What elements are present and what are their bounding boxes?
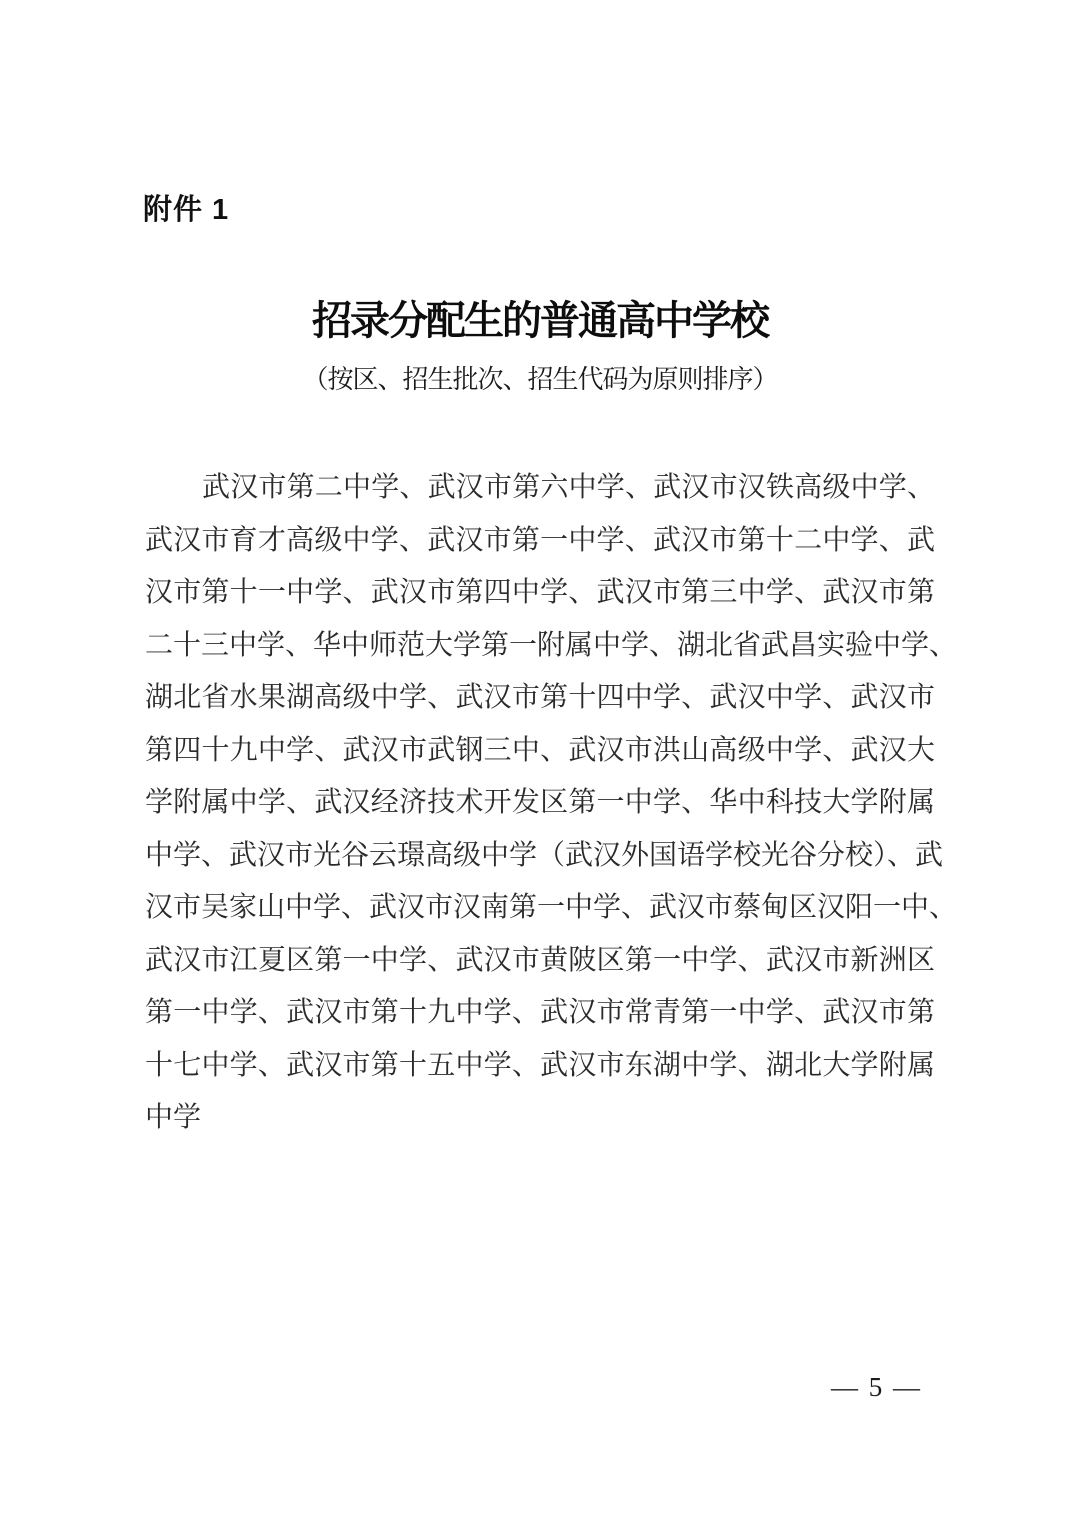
document-title: 招录分配生的普通高中学校 <box>312 298 768 343</box>
document-subtitle: （按区、招生批次、招生代码为原则排序） <box>302 365 778 394</box>
attachment-label: 附件 1 <box>143 194 230 226</box>
body-line: 学附属中学、武汉经济技术开发区第一中学、华中科技大学附属 <box>145 787 935 818</box>
body-line: 二十三中学、华中师范大学第一附属中学、湖北省武昌实验中学、 <box>145 629 958 661</box>
body-line: 第一中学、武汉市第十九中学、武汉市常青第一中学、武汉市第 <box>145 997 935 1028</box>
body-line: 湖北省水果湖高级中学、武汉市第十四中学、武汉中学、武汉市 <box>145 682 935 713</box>
body-line: 十七中学、武汉市第十五中学、武汉市东湖中学、湖北大学附属 <box>145 1049 935 1081</box>
body-line: 第四十九中学、武汉市武钢三中、武汉市洪山高级中学、武汉大 <box>145 734 935 766</box>
school-list-paragraph <box>145 462 958 1145</box>
body-line: 武汉市育才高级中学、武汉市第一中学、武汉市第十二中学、武 <box>145 524 935 556</box>
body-line: 武汉市第二中学、武汉市第六中学、武汉市汉铁高级中学、 <box>202 472 935 503</box>
page-number: — 5 — <box>831 1372 922 1402</box>
body-line: 中学、武汉市光谷云璟高级中学（武汉外国语学校光谷分校）、武 <box>145 839 944 871</box>
body-line: 武汉市江夏区第一中学、武汉市黄陂区第一中学、武汉市新洲区 <box>145 944 935 976</box>
body-line: 中学 <box>145 1102 202 1133</box>
body-line: 汉市第十一中学、武汉市第四中学、武汉市第三中学、武汉市第 <box>145 577 935 608</box>
body-line: 汉市吴家山中学、武汉市汉南第一中学、武汉市蔡甸区汉阳一中、 <box>145 892 958 923</box>
